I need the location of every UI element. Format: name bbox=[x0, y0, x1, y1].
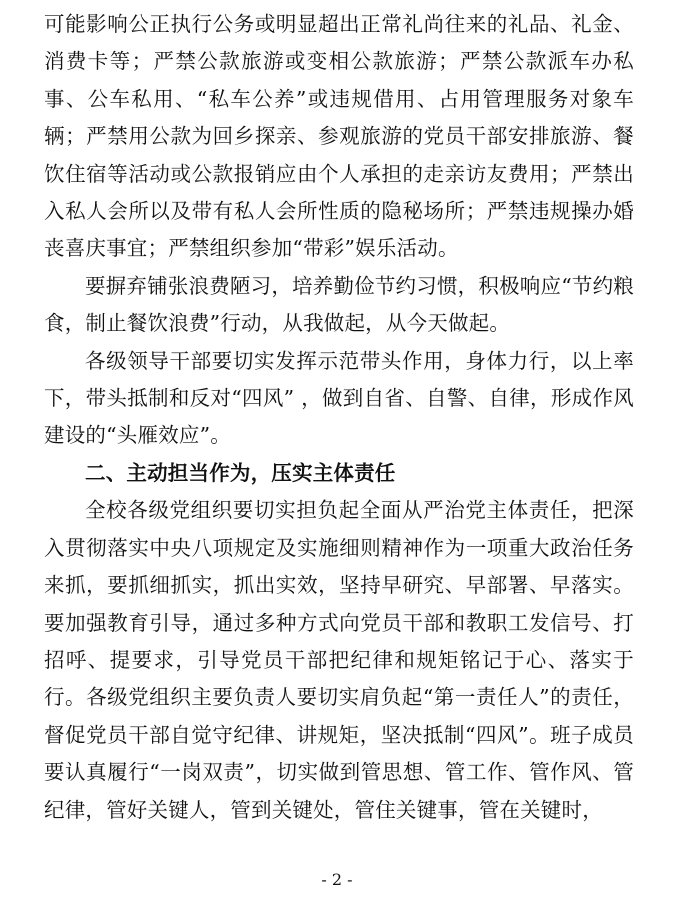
document-body bbox=[44, 6, 634, 829]
page-number: - 2 - bbox=[321, 870, 353, 889]
paragraph-prohibitions: 可能影响公正执行公务或明显超出正常礼尚往来的礼品、礼金、消费卡等；严禁公款旅游或变相公款旅游；严禁公款派车办私事、公车私用、“私车公养”或违规借用、占用管理服务对象车辆；严禁用公款为回乡探亲、参观旅游的党员干部安排旅游、餐饮住宿等活动或公款报销应由个人承担的走亲访友费用；严禁出入私人会所以及带有私人会所性质的隐秘场所；严禁违规操办婚丧喜庆事宜；严禁组织参加“带彩”娱乐活动。 bbox=[44, 12, 634, 261]
paragraph-responsibility: 全校各级党组织要切实担负起全面从严治党主体责任，把深入贯彻落实中央八项规定及实施细则精神作为一项重大政治任务来抓，要抓细抓实，抓出实效，坚持早研究、早部署、早落实。要加强教育引导，通过多种方式向党员干部和教职工发信号、打招呼、提要求，引导党员干部把纪律和规矩铭记于心、落实于行。各级党组织主要负责人要切实肩负起“第一责任人”的责任，督促党员干部自觉守纪律、讲规矩，坚决抵制“四风”。班子成员要认真履行“一岗双责”，切实做到管思想、管工作、管作风、管纪律，管好关键人，管到关键处，管住关键事，管在关键时， bbox=[44, 498, 634, 822]
paragraph-frugality: 要摒弃铺张浪费陋习，培养勤俭节约习惯，积极响应“节约粮食，制止餐饮浪费”行动，从我做起，从今天做起。 bbox=[44, 273, 634, 336]
section-heading: 二、主动担当作为，压实主体责任 bbox=[85, 460, 396, 485]
paragraph-leadership-example: 各级领导干部要切实发挥示范带头作用，身体力行，以上率下，带头抵制和反对“四风” ，做到自省、自警、自律，形成作风建设的“头雁效应”。 bbox=[44, 348, 634, 448]
